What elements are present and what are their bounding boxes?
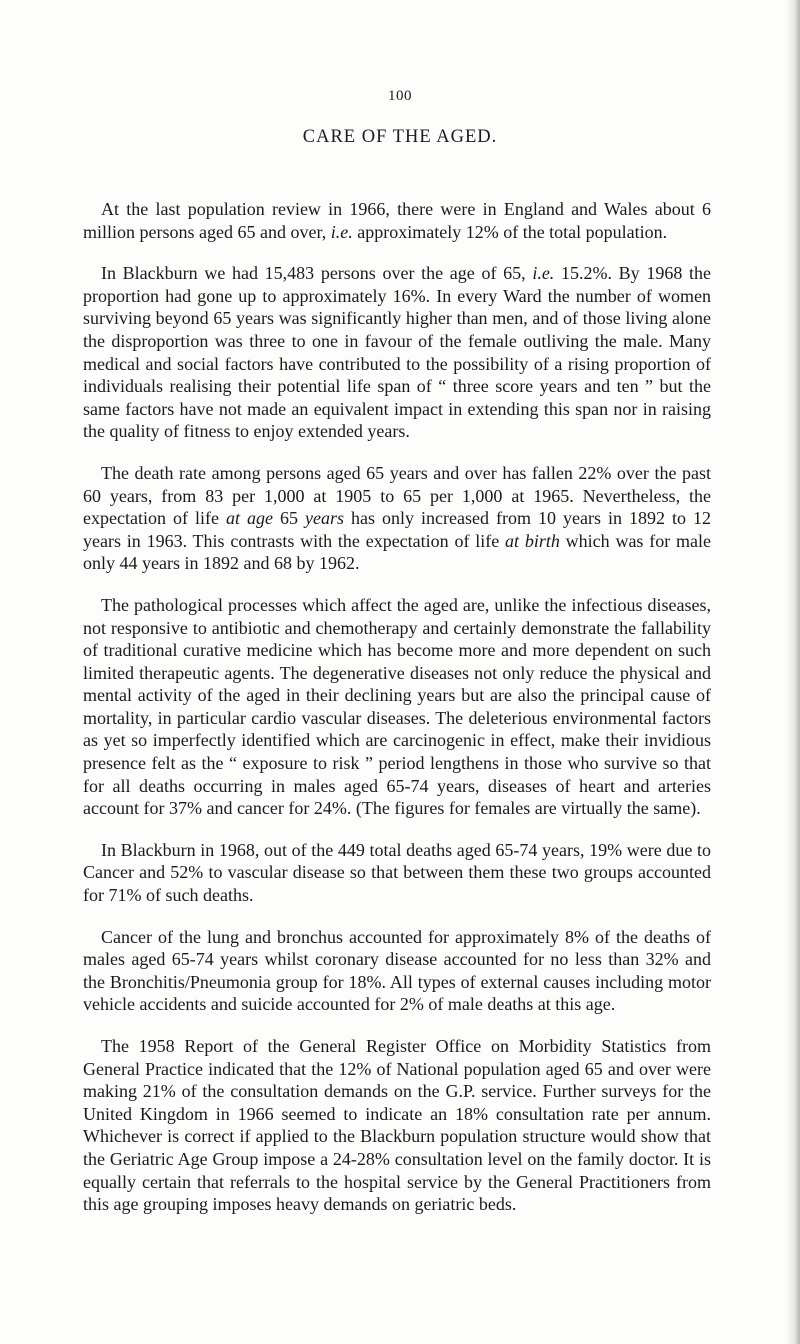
paragraph-text: The 1958 Report of the General Register Office on Morbidity Statistics from General Practice indicated that the 12% of National population aged 65 and over were making 21% of the consultation demands on the G.P. service. Further surveys for the United Kingdom in 1966 seemed to indicate an 18% consultation rate per annum. Whichever is correct if applied to the Blackburn population structure would show that the Geriatric Age Group impose a 24-28% consultation level on the family doctor. It is equally certain that referrals to the hospital service by the General Practitioners from this age grouping imposes heavy demands on geriatric beds. [83,1036,711,1215]
paragraph-text: Cancer of the lung and bronchus accounted for approximately 8% of the deaths of males aged 65-74 years whilst coronary disease accounted for no less than 32% and the Bronchitis/Pneumonia group for 18%. All types of external causes including motor vehicle accidents and suicide accounted for 2% of male deaths at this age. [83,926,711,1015]
paragraph-text: 65 [272,508,305,529]
paragraph [83,462,711,575]
paragraph-text: 15.2%. By 1968 the proportion had gone up to approximately 16%. In every Ward the number of women surviving beyond 65 years was significantly higher than men, and of those living alone the disproportion was three to one in favour of the female outliving the male. Many medical and social factors have contributed to the possibility of a rising proportion of individuals realising their potential life span of “ three score years and ten ” but the same factors have not made an equivalent impact in extending this span nor in raising the quality of fitness to enjoy extended years. [83,263,711,442]
italic-text: years [304,508,344,529]
paragraph-text: The death rate among persons aged 65 years and over has fallen 22% over the past 60 years, from 83 per 1,000 at 1905 to 65 per 1,000 at 1965. Nevertheless, the expectation of life [83,462,711,529]
page-edge-shadow [786,0,800,1344]
italic-text: at birth [505,530,560,551]
paragraph-text: which was for male only 44 years in 1892 and 68 by 1962. [83,530,711,574]
paragraph [83,839,711,907]
paragraph-text: has only increased from 10 years in 1892 to 12 years in 1963. This contrasts with the expectation of life [83,508,711,551]
page-title: CARE OF THE AGED. [302,127,498,147]
paragraph [83,594,711,820]
paragraph-text: In Blackburn we had 15,483 persons over the age of 65, [101,263,533,284]
body-text [83,198,711,1235]
paragraph [83,262,711,443]
paragraph [83,198,711,243]
paragraph-text: The pathological processes which affect the aged are, unlike the infectious diseases, not responsive to antibiotic and chemotherapy and certainly demonstrate the fallability of traditional curative medicine which has become more and more dependent on such limited therapeutic agents. The degenerative diseases not only reduce the physical and mental activity of the aged in their declining years but are also the principal cause of mortality, in particular cardio vascular diseases. The deleterious environmental factors as yet so imperfectly identified which are carcinogenic in effect, make their invidious presence felt as the “ exposure to risk ” period lengthens in those who survive so that for all deaths occurring in males aged 65-74 years, diseases of heart and arteries account for 37% and cancer for 24%. (The figures for females are virtually the same). [83,594,711,819]
paragraph-text: approximately 12% of the total population. [352,221,668,242]
page-number: 100 [388,88,412,104]
italic-text: i.e. [330,221,353,242]
paragraph [83,1035,711,1216]
italic-text: at age [225,508,273,529]
paragraph [83,926,711,1016]
paragraph-text: At the last population review in 1966, there were in England and Wales about 6 million persons aged 65 and over, [83,199,711,242]
paragraph-text: In Blackburn in 1968, out of the 449 total deaths aged 65-74 years, 19% were due to Cancer and 52% to vascular disease so that between them these two groups accounted for 71% of such deaths. [83,839,711,906]
italic-text: i.e. [532,263,555,284]
